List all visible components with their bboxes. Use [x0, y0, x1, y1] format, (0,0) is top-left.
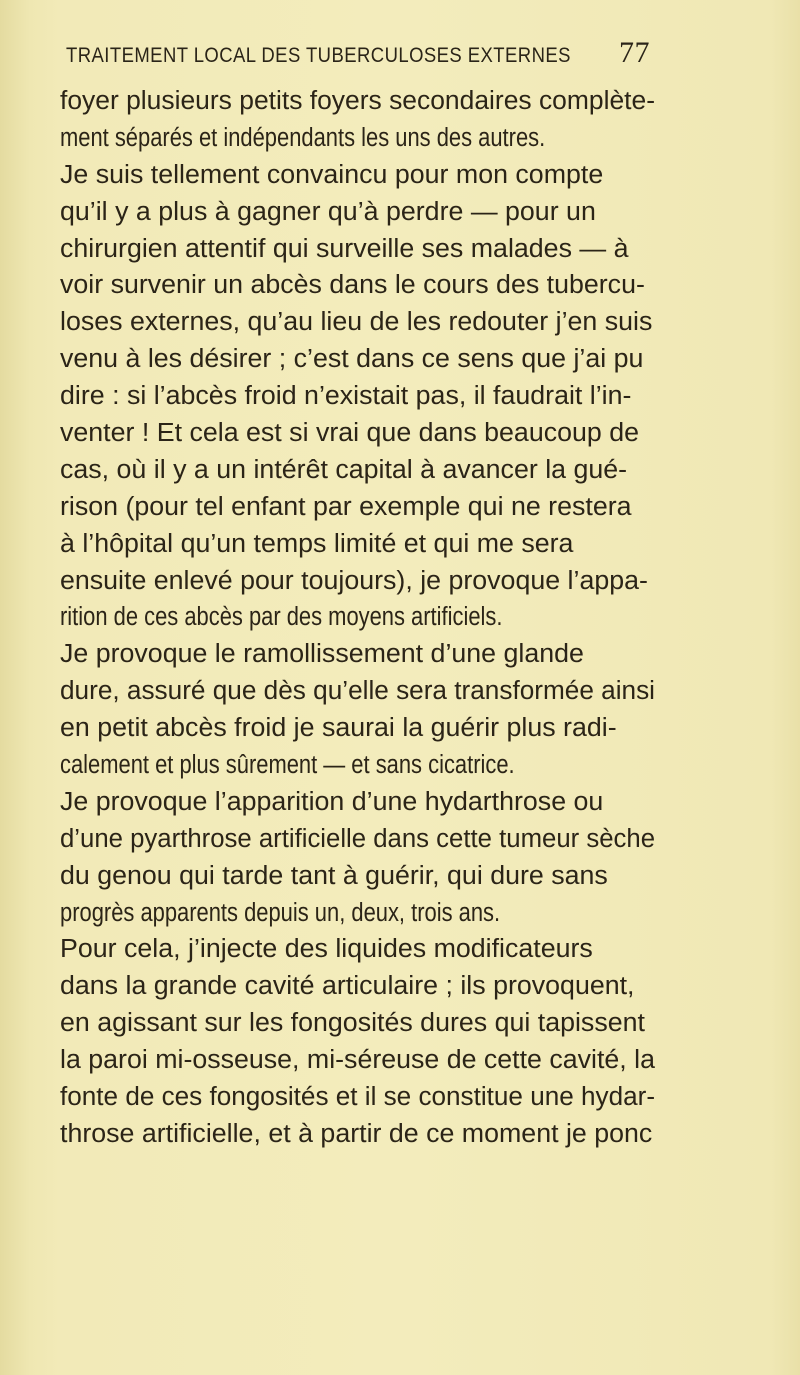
text-line: rition de ces abcès par des moyens artificiels.	[60, 603, 503, 632]
text-line: fonte de ces fongosités et il se constitue une hydar-	[60, 1083, 656, 1112]
text-line: ment séparés et indépendants les uns des autres.	[60, 123, 546, 152]
text-line: Je provoque le ramollissement d’une glande	[60, 640, 584, 669]
text-line: en agissant sur les fongosités dures qui tapissent	[60, 1009, 645, 1038]
text-line: Je suis tellement convaincu pour mon compte	[60, 160, 604, 189]
text-line: voir survenir un abcès dans le cours des tubercu-	[60, 271, 645, 300]
text-line: foyer plusieurs petits foyers secondaires complète-	[60, 87, 656, 115]
text-line: dire : si l’abcès froid n’existait pas, il faudrait l’in-	[60, 382, 632, 411]
header-title: TRAITEMENT LOCAL DES TUBERCULOSES EXTERNES	[66, 44, 571, 67]
text-line: venu à les désirer ; c’est dans ce sens que j’ai pu	[60, 345, 644, 374]
text-line: qu’il y a plus à gagner qu’à perdre — pour un	[60, 197, 596, 226]
text-line: en petit abcès froid je saurai la guérir plus radi-	[60, 714, 617, 743]
text-line: chirurgien attentif qui surveille ses malades — à	[60, 234, 629, 263]
text-line: dans la grande cavité articulaire ; ils provoquent,	[60, 972, 635, 1001]
page-number: 77	[619, 36, 650, 69]
text-line: progrès apparents depuis un, deux, trois ans.	[60, 898, 501, 927]
text-line: loses externes, qu’au lieu de les redouter j’en suis	[60, 308, 653, 337]
text-line: d’une pyarthrose artificielle dans cette tumeur sèche	[60, 824, 656, 853]
text-line: Je provoque l’apparition d’une hydarthrose ou	[60, 787, 604, 816]
text-line: venter ! Et cela est si vrai que dans beaucoup de	[60, 419, 640, 448]
text-line: à l’hôpital qu’un temps limité et qui me sera	[60, 529, 574, 558]
running-header	[66, 36, 656, 69]
text-line: du genou qui tarde tant à guérir, qui dure sans	[60, 861, 608, 890]
text-line: throse artificielle, et à partir de ce moment je ponc	[60, 1119, 653, 1148]
body-text	[60, 83, 660, 1153]
text-line: dure, assuré que dès qu’elle sera transformée ainsi	[60, 677, 655, 706]
text-line: ensuite enlevé pour toujours), je provoque l’appa-	[60, 566, 648, 595]
text-line: calement et plus sûrement — et sans cicatrice.	[60, 751, 515, 780]
text-line: la paroi mi-osseuse, mi-séreuse de cette cavité, la	[60, 1046, 655, 1075]
text-line: cas, où il y a un intérêt capital à avancer la gué-	[60, 455, 628, 484]
text-line: Pour cela, j’injecte des liquides modificateurs	[60, 935, 593, 964]
text-line: rison (pour tel enfant par exemple qui ne restera	[60, 492, 632, 521]
